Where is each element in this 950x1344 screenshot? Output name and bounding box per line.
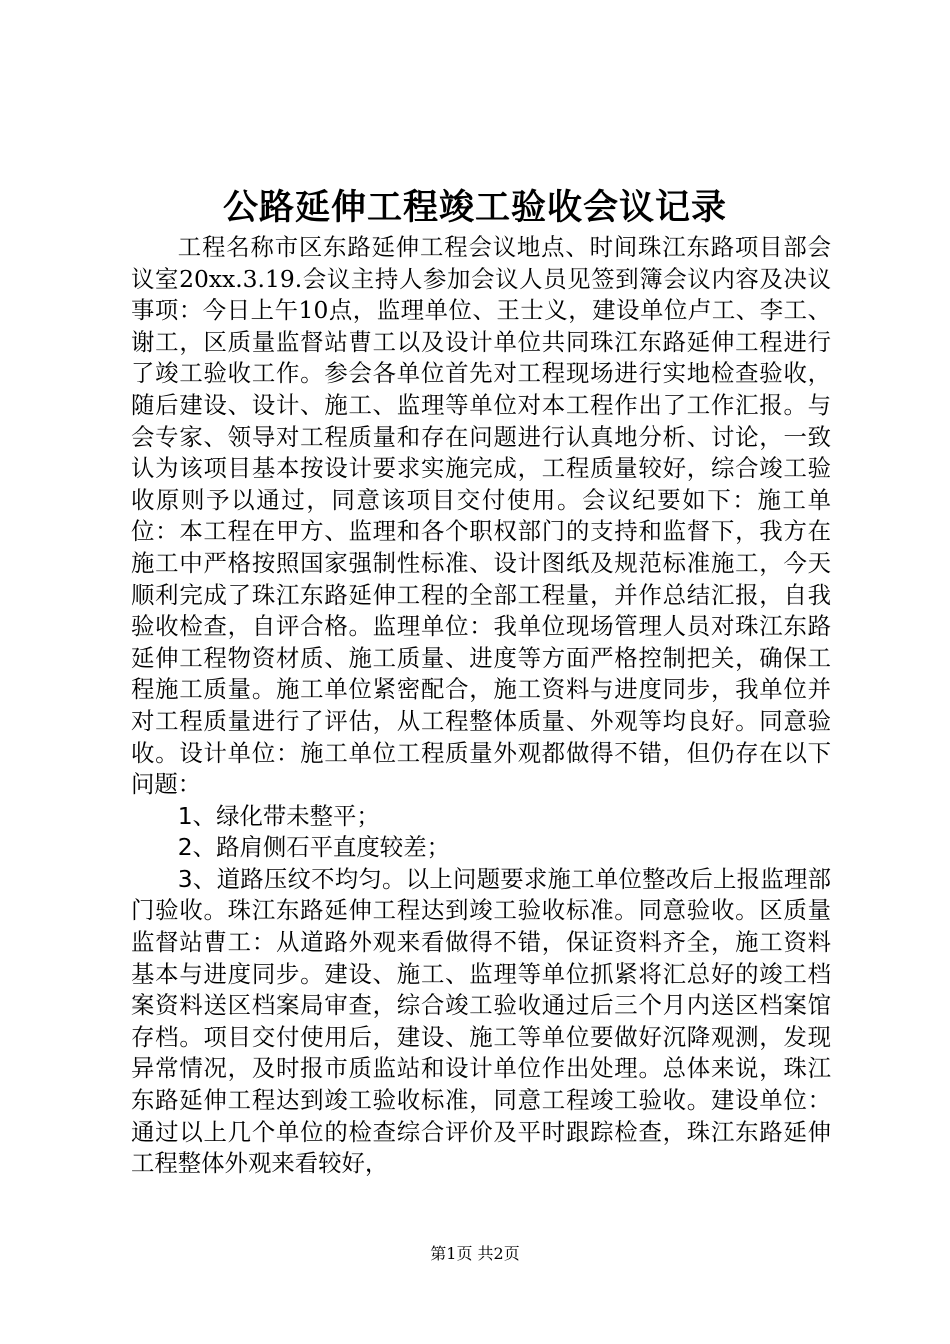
- page-footer: 第1页 共2页: [430, 1244, 520, 1263]
- list-item-label: 2、路肩侧石平直度较差；: [177, 833, 450, 862]
- page-title: 公路延伸工程竣工验收会议记录: [222, 188, 727, 228]
- document-body: [131, 232, 831, 1180]
- list-item-label: 3、道路压纹不均匀。: [177, 864, 406, 893]
- list-item-label: 1、绿化带未整平；: [177, 801, 380, 830]
- list-item: [131, 832, 831, 864]
- paragraph: 以上问题要求施工单位整改后上报监理部门验收。珠江东路延伸工程达到竣工验收标准。同意验收。区质量监督站曹工：从道路外观来看做得不错，保证资料齐全，施工资料基本与进度同步。建设、施工、监理等单位抓紧将汇总好的竣工档案资料送区档案局审查，综合竣工验收通过后三个月内送区档案馆存档。项目交付使用后，建设、施工等单位要做好沉降观测，发现异常情况，及时报市质监站和设计单位作出处理。总体来说，珠江东路延伸工程达到竣工验收标准，同意工程竣工验收。建设单位：通过以上几个单位的检查综合评价及平时跟踪检查，珠江东路延伸工程整体外观来看较好，: [131, 864, 831, 1178]
- list-item: [131, 864, 831, 1180]
- paragraph: 工程名称市区东路延伸工程会议地点、时间珠江东路项目部会议室20xx.3.19.会议主持人参加会议人员见签到簿会议内容及决议事项：今日上午10点，监理单位、王士义，建设单位卢工、李工、谢工，区质量监督站曹工以及设计单位共同珠江东路延伸工程进行了竣工验收工作。参会各单位首先对工程现场进行实地检查验收，随后建设、设计、施工、监理等单位对本工程作出了工作汇报。与会专家、领导对工程质量和存在问题进行认真地分析、讨论，一致认为该项目基本按设计要求实施完成，工程质量较好，综合竣工验收原则予以通过，同意该项目交付使用。会议纪要如下：施工单位：本工程在甲方、监理和各个职权部门的支持和监督下，我方在施工中严格按照国家强制性标准、设计图纸及规范标准施工，今天顺利完成了珠江东路延伸工程的全部工程量，并作总结汇报，自我验收检查，自评合格。监理单位：我单位现场管理人员对珠江东路延伸工程物资材质、施工质量、进度等方面严格控制把关，确保工程施工质量。施工单位紧密配合，施工资料与进度同步，我单位并对工程质量进行了评估，从工程整体质量、外观等均良好。同意验收。设计单位：施工单位工程质量外观都做得不错，但仍存在以下问题：: [131, 233, 831, 799]
- list-item: [131, 801, 831, 833]
